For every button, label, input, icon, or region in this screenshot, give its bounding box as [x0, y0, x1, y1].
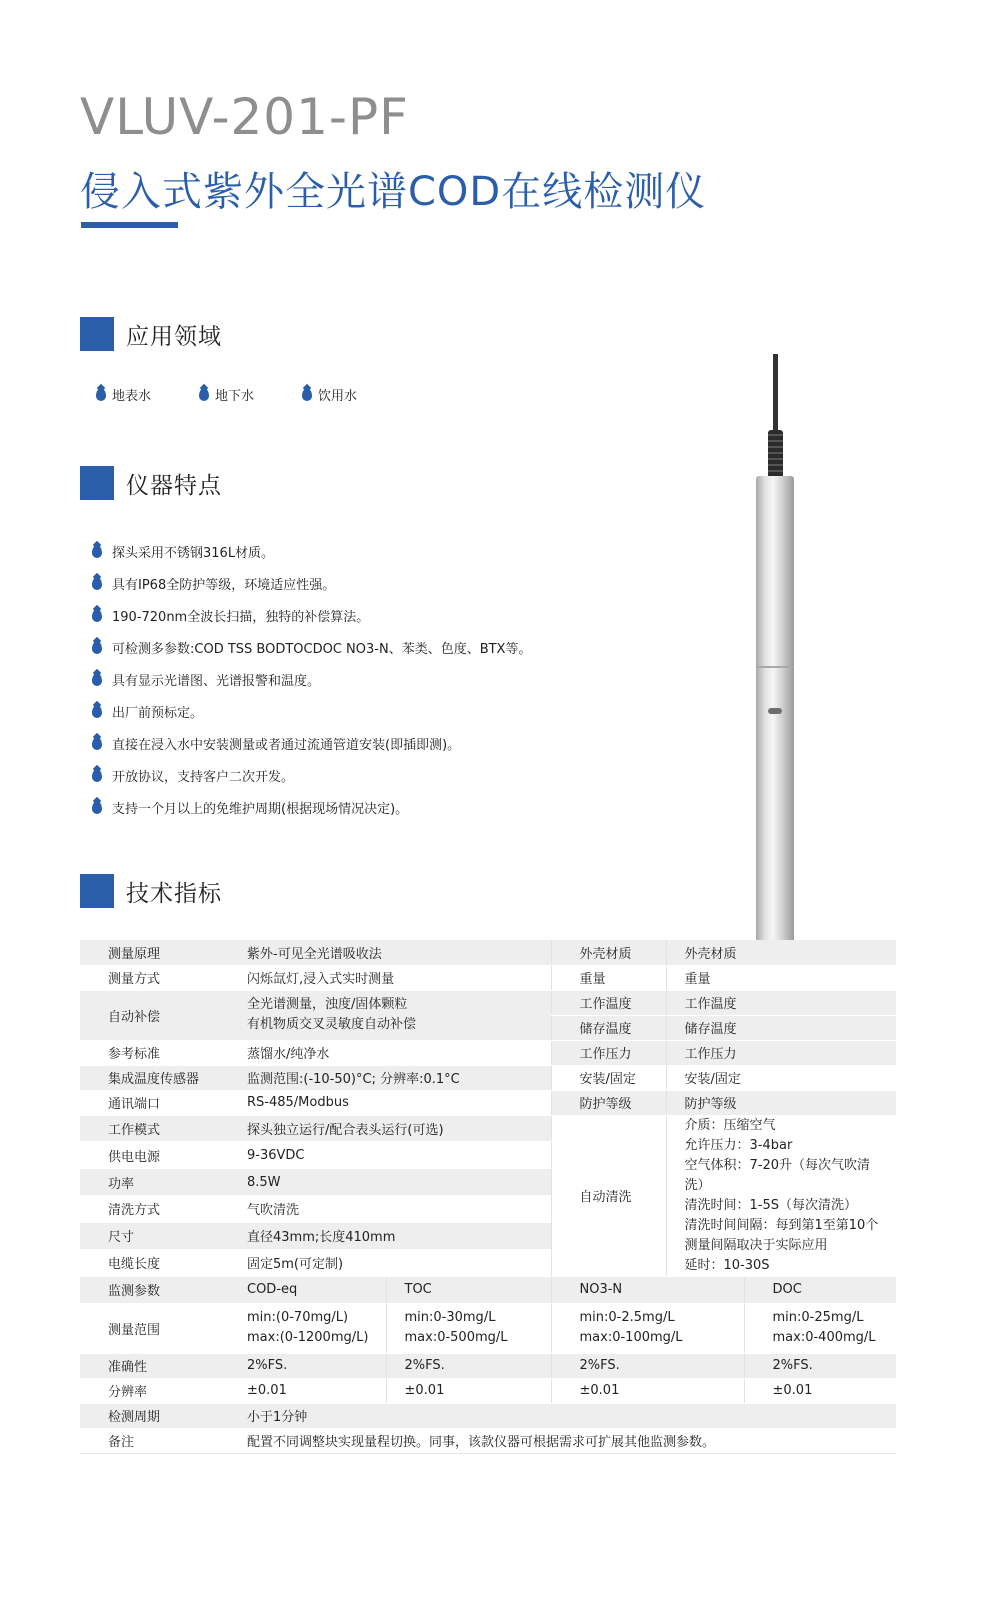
application-item: 饮用水: [302, 385, 357, 404]
application-list: [96, 385, 405, 404]
application-item: 地下水: [199, 385, 254, 404]
table-row: 储存温度 储存温度: [80, 1015, 896, 1040]
table-row: 检测周期 小于1分钟: [80, 1403, 896, 1428]
probe-joint: [756, 666, 794, 668]
table-row: 自动补偿 全光谱测量，浊度/固体颗粒 有机物质交叉灵敏度自动补偿 工作温度 工作温度: [80, 990, 896, 1015]
table-row: 测量方式 闪烁氙灯,浸入式实时测量 重量 重量: [80, 965, 896, 990]
product-image: [738, 330, 820, 830]
probe-body: [756, 476, 794, 960]
table-row: 监测参数 COD-eq TOC NO3-N DOC: [80, 1276, 896, 1303]
product-title: 侵入式紫外全光谱COD在线检测仪: [80, 169, 707, 215]
cleaning-details: 介质：压缩空气 允许压力：3-4bar 空气体积：7-20升（每次气吹清洗） 清洗时间：1-5S（每次清洗） 清洗时间间隔：每到第1至第10个 测量间隔取决于实际应用 延时：10-30S: [666, 1115, 896, 1276]
table-row: 电缆长度 固定5m(可定制): [80, 1249, 896, 1276]
section-label: 技术指标: [126, 880, 222, 907]
model-number: VLUV-201-PF: [80, 88, 409, 146]
water-drop-icon: [92, 609, 102, 622]
table-row: 参考标准 蒸馏水/纯净水 工作压力 工作压力: [80, 1040, 896, 1065]
table-row: 测量原理 紫外-可见全光谱吸收法 外壳材质 外壳材质: [80, 940, 896, 965]
water-drop-icon: [92, 577, 102, 590]
section-square-icon: [80, 874, 114, 908]
spec-table: [80, 940, 896, 1454]
table-row: 尺寸 直径43mm;长度410mm: [80, 1222, 896, 1249]
water-drop-icon: [92, 673, 102, 686]
table-row: 工作模式 探头独立运行/配合表头运行(可选) 自动清洗 介质：压缩空气 允许压力：3-4bar 空气体积：7-20升（每次气吹清洗） 清洗时间：1-5S（每次清洗） 清洗时间间隔：每到第1至第10个 测量间隔取决于实际应用 延时：10-30S: [80, 1115, 896, 1142]
application-item: 地表水: [96, 385, 151, 404]
water-drop-icon: [92, 801, 102, 814]
probe-strain-relief: [768, 430, 783, 478]
water-drop-icon: [92, 545, 102, 558]
table-row: 准确性 2%FS. 2%FS. 2%FS. 2%FS.: [80, 1353, 896, 1378]
probe-cable: [773, 354, 778, 434]
table-row: 通讯端口 RS-485/Modbus 防护等级 防护等级: [80, 1090, 896, 1115]
feature-item: 出厂前预标定。: [92, 695, 531, 727]
water-drop-icon: [302, 388, 312, 401]
feature-item: 探头采用不锈钢316L材质。: [92, 535, 531, 567]
water-drop-icon: [92, 641, 102, 654]
feature-item: 具有显示光谱图、光谱报警和温度。: [92, 663, 531, 695]
section-label: 应用领域: [126, 323, 222, 350]
table-row: 供电电源 9-36VDC: [80, 1142, 896, 1169]
table-row: 清洗方式 气吹清洗: [80, 1195, 896, 1222]
feature-item: 支持一个月以上的免维护周期(根据现场情况决定)。: [92, 791, 531, 823]
water-drop-icon: [199, 388, 209, 401]
section-square-icon: [80, 466, 114, 500]
section-application: [80, 316, 222, 352]
table-row: 分辨率 ±0.01 ±0.01 ±0.01 ±0.01: [80, 1378, 896, 1403]
feature-item: 直接在浸入水中安装测量或者通过流通管道安装(即插即测)。: [92, 727, 531, 759]
table-row: 测量范围 min:(0-70mg/L) max:(0-1200mg/L) min:0-30mg/L max:0-500mg/L min:0-2.5mg/L max:0-100mg/L min:0-25mg/L max:0-400mg/L: [80, 1303, 896, 1353]
table-row: 功率 8.5W: [80, 1169, 896, 1196]
section-features: [80, 465, 222, 501]
probe-measure-slot: [768, 708, 782, 714]
section-square-icon: [80, 317, 114, 351]
table-row: 备注 配置不同调整块实现量程切换。同事，该款仪器可根据需求可扩展其他监测参数。: [80, 1428, 896, 1453]
feature-item: 开放协议，支持客户二次开发。: [92, 759, 531, 791]
table-row: 集成温度传感器 监测范围:(-10-50)°C; 分辨率:0.1°C 安装/固定 安装/固定: [80, 1065, 896, 1090]
feature-item: 具有IP68全防护等级，环境适应性强。: [92, 567, 531, 599]
feature-list: [92, 535, 531, 823]
water-drop-icon: [92, 705, 102, 718]
feature-item: 可检测多参数:COD TSS BODTOCDOC NO3-N、苯类、色度、BTX等。: [92, 631, 531, 663]
section-specs: [80, 873, 222, 909]
water-drop-icon: [92, 769, 102, 782]
title-underline: [81, 222, 178, 228]
section-label: 仪器特点: [126, 472, 222, 499]
feature-item: 190-720nm全波长扫描，独特的补偿算法。: [92, 599, 531, 631]
water-drop-icon: [92, 737, 102, 750]
water-drop-icon: [96, 388, 106, 401]
